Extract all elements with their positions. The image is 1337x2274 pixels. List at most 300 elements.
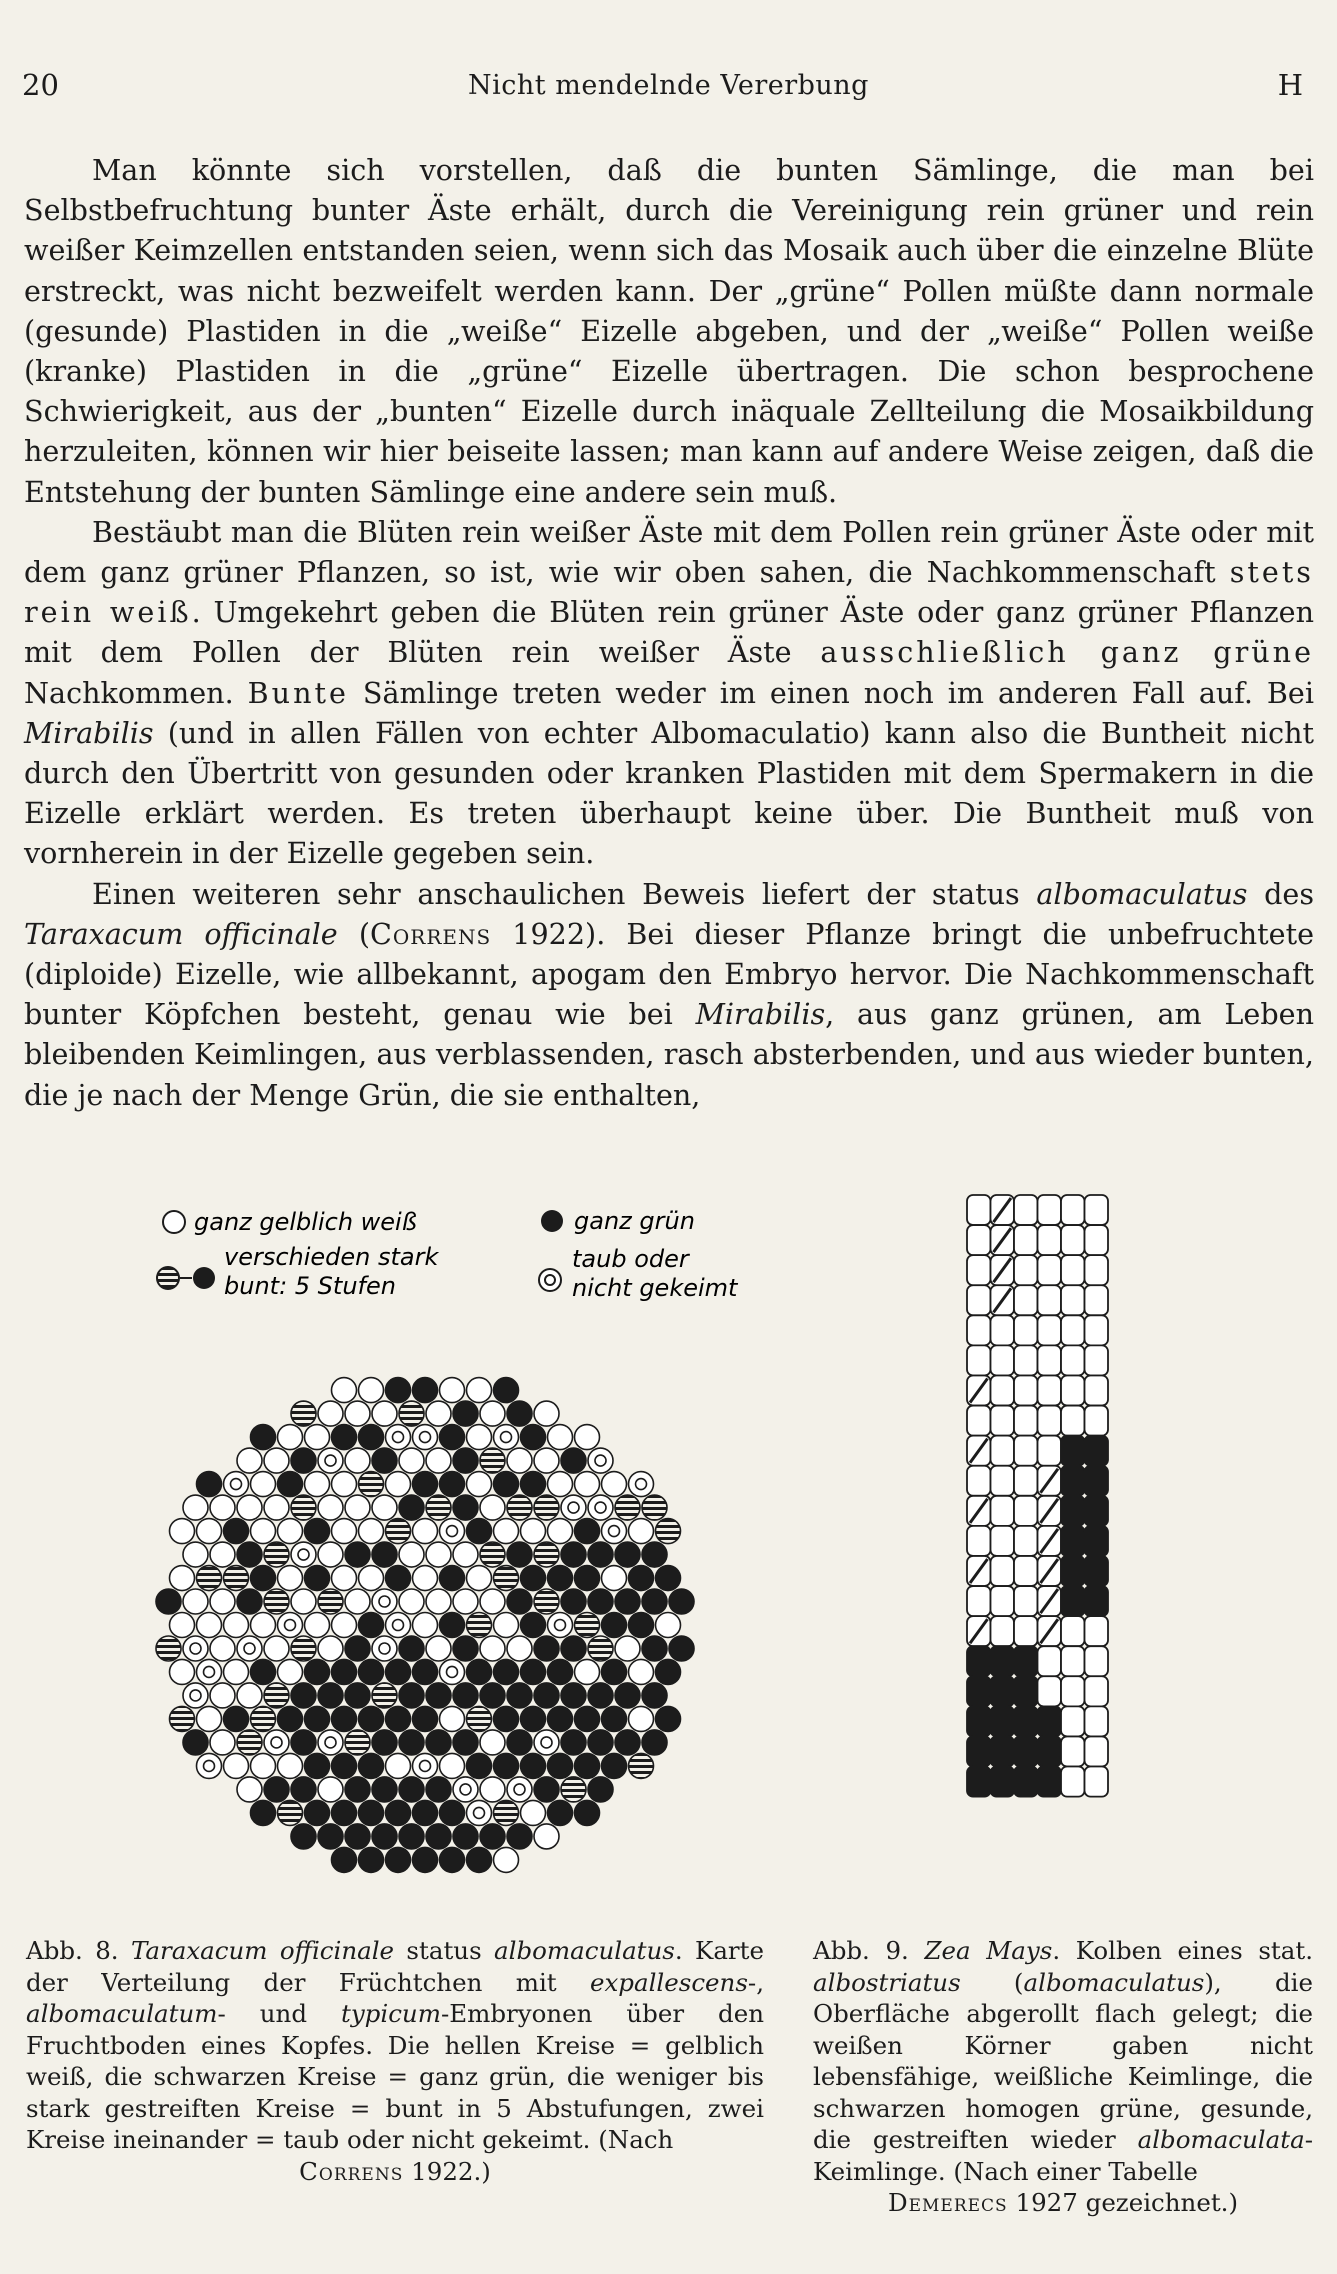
- fruit-white: [480, 1730, 505, 1755]
- fruit-black: [521, 1659, 546, 1684]
- fruit-striped: [170, 1706, 195, 1731]
- fruit-black: [237, 1542, 262, 1567]
- fruit-black: [426, 1824, 451, 1849]
- fruit-striped: [494, 1566, 519, 1591]
- fruit-white: [602, 1472, 627, 1497]
- fruit-white: [291, 1589, 316, 1614]
- fruit-black: [480, 1824, 505, 1849]
- kernel-black: [967, 1646, 991, 1676]
- fruit-black: [291, 1730, 316, 1755]
- fruit-white: [534, 1401, 559, 1426]
- fruit-white: [318, 1542, 343, 1567]
- fruit-black: [561, 1448, 586, 1473]
- fruit-striped: [359, 1472, 384, 1497]
- fruit-striped: [467, 1706, 492, 1731]
- kernel-black: [1085, 1466, 1109, 1496]
- kernel-white: [967, 1406, 991, 1436]
- fruit-black: [386, 1659, 411, 1684]
- fruit-white: [629, 1519, 654, 1544]
- fruit-white: [480, 1589, 505, 1614]
- kernel-black: [1061, 1496, 1085, 1526]
- fruit-black: [359, 1706, 384, 1731]
- fruit-double: [413, 1753, 438, 1778]
- kernel-black: [1038, 1706, 1062, 1736]
- kernel-white: [1038, 1345, 1062, 1375]
- kernel-black: [1014, 1676, 1038, 1706]
- fruit-black: [399, 1636, 424, 1661]
- fruit-double: [440, 1659, 465, 1684]
- fruit-white: [197, 1613, 222, 1638]
- fruit-white: [210, 1683, 235, 1708]
- fruit-black: [183, 1730, 208, 1755]
- fruit-double: [386, 1613, 411, 1638]
- fruit-black: [440, 1472, 465, 1497]
- fruit-black: [548, 1800, 573, 1825]
- kernel-white: [991, 1616, 1015, 1646]
- kernel-white: [1038, 1195, 1062, 1225]
- fruit-black: [399, 1777, 424, 1802]
- kernel-white: [1085, 1225, 1109, 1255]
- kernel-white: [1061, 1315, 1085, 1345]
- fruit-double: [588, 1448, 613, 1473]
- fruit-white: [453, 1589, 478, 1614]
- kernel-white: [1085, 1406, 1109, 1436]
- fruit-black: [372, 1730, 397, 1755]
- fruit-striped: [642, 1495, 667, 1520]
- fruit-double: [467, 1800, 492, 1825]
- fruit-white: [615, 1636, 640, 1661]
- fruit-striped: [467, 1613, 492, 1638]
- fruit-white: [467, 1566, 492, 1591]
- fruit-black: [615, 1542, 640, 1567]
- fruit-striped: [345, 1730, 370, 1755]
- fruit-black: [386, 1378, 411, 1403]
- fruit-double: [453, 1777, 478, 1802]
- fruit-black: [345, 1824, 370, 1849]
- kernel-white: [1061, 1406, 1085, 1436]
- fruit-black: [575, 1753, 600, 1778]
- fruit-white: [399, 1542, 424, 1567]
- fruit-black: [372, 1777, 397, 1802]
- fruit-white: [251, 1613, 276, 1638]
- fruit-striped: [372, 1683, 397, 1708]
- fruit-black: [251, 1566, 276, 1591]
- fruit-white: [467, 1425, 492, 1450]
- fruit-double: [237, 1636, 262, 1661]
- figure-9-zea-mays-grid: [960, 1190, 1180, 1900]
- fruit-striped: [386, 1519, 411, 1544]
- legend-double-label-1: taub oder: [572, 1245, 689, 1273]
- fruit-black: [548, 1659, 573, 1684]
- running-title: Nicht mendelnde Vererbung: [468, 70, 869, 101]
- fruit-striped: [656, 1519, 681, 1544]
- fruit-white: [251, 1472, 276, 1497]
- fruit-striped: [534, 1589, 559, 1614]
- fruit-double: [561, 1495, 586, 1520]
- fruit-black: [453, 1448, 478, 1473]
- fruit-black: [494, 1659, 519, 1684]
- fruit-striped: [480, 1542, 505, 1567]
- fruit-black: [345, 1542, 370, 1567]
- kernel-white: [1038, 1676, 1062, 1706]
- fruit-white: [480, 1495, 505, 1520]
- fruit-white: [170, 1659, 195, 1684]
- fruit-white: [278, 1659, 303, 1684]
- fruit-black: [399, 1683, 424, 1708]
- fruit-white: [521, 1519, 546, 1544]
- fruit-black: [561, 1636, 586, 1661]
- kernel-white: [1014, 1345, 1038, 1375]
- fruit-double: [291, 1542, 316, 1567]
- fruit-black: [521, 1425, 546, 1450]
- fruit-white: [332, 1378, 357, 1403]
- kernel-white: [991, 1586, 1015, 1616]
- fruit-black: [575, 1566, 600, 1591]
- fruit-double: [440, 1519, 465, 1544]
- fruit-striped: [534, 1495, 559, 1520]
- legend-double-label-2: nicht gekeimt: [572, 1274, 738, 1302]
- figure-9-caption-source: Demerecs 1927 gezeichnet.): [887, 2188, 1239, 2217]
- kernel-black: [991, 1676, 1015, 1706]
- fruit-white: [575, 1659, 600, 1684]
- kernel-white: [991, 1466, 1015, 1496]
- fruit-striped: [291, 1636, 316, 1661]
- fruit-white: [575, 1425, 600, 1450]
- fruit-white: [170, 1613, 195, 1638]
- kernel-white: [991, 1406, 1015, 1436]
- kernel-white: [1085, 1616, 1109, 1646]
- fruit-black: [534, 1777, 559, 1802]
- kernel-white: [1014, 1466, 1038, 1496]
- flower-head-map: [156, 1378, 694, 1873]
- fruit-black: [588, 1683, 613, 1708]
- fruit-white: [264, 1495, 289, 1520]
- fruit-black: [251, 1800, 276, 1825]
- fruit-white: [507, 1448, 532, 1473]
- fruit-black: [386, 1847, 411, 1872]
- fruit-white: [237, 1495, 262, 1520]
- fruit-white: [534, 1448, 559, 1473]
- fruit-black: [359, 1659, 384, 1684]
- kernel-white: [967, 1526, 991, 1556]
- fruit-black: [615, 1730, 640, 1755]
- kernel-black: [1061, 1466, 1085, 1496]
- fruit-black: [318, 1683, 343, 1708]
- fruit-black: [440, 1613, 465, 1638]
- fruit-white: [210, 1730, 235, 1755]
- kernel-white: [1061, 1706, 1085, 1736]
- kernel-white: [1014, 1406, 1038, 1436]
- kernel-black: [967, 1767, 991, 1797]
- fruit-double: [224, 1472, 249, 1497]
- fruit-black: [575, 1706, 600, 1731]
- paragraph: Einen weiteren sehr anschaulichen Beweis liefert der status albomaculatus des Taraxacum officinale (Correns 1922). Bei dieser Pflanze bringt die unbefruchtete (diploide) Eizelle, wie allbekannt, apogam den Embryo hervor. Die Nachkommenschaft bunter Köpfchen besteht, genau wie bei Mirabilis, aus ganz grünen, am Leben bleibenden Keimlingen, aus verblassenden, rasch absterbenden, und aus wieder bunten, die je nach der Menge Grün, die sie enthalten,: [24, 876, 1314, 1112]
- fruit-black: [453, 1683, 478, 1708]
- fruit-black: [386, 1566, 411, 1591]
- fruit-black: [332, 1800, 357, 1825]
- fruit-black: [440, 1800, 465, 1825]
- signature-mark: H: [1277, 68, 1303, 102]
- fruit-black: [453, 1730, 478, 1755]
- fruit-black: [602, 1659, 627, 1684]
- fruit-black: [332, 1706, 357, 1731]
- fruit-white: [413, 1566, 438, 1591]
- fruit-black: [278, 1472, 303, 1497]
- fruit-white: [183, 1542, 208, 1567]
- fruit-black: [453, 1636, 478, 1661]
- fruit-black: [602, 1706, 627, 1731]
- fruit-double: [264, 1730, 289, 1755]
- fruit-double: [629, 1472, 654, 1497]
- fruit-black: [278, 1706, 303, 1731]
- fruit-black: [386, 1800, 411, 1825]
- fruit-white: [318, 1495, 343, 1520]
- fruit-black: [629, 1613, 654, 1638]
- fruit-black: [332, 1847, 357, 1872]
- legend-striped-label-2: bunt: 5 Stufen: [224, 1272, 396, 1300]
- fruit-black: [291, 1777, 316, 1802]
- fruit-black: [440, 1566, 465, 1591]
- kernel-white: [991, 1315, 1015, 1345]
- fruit-white: [440, 1706, 465, 1731]
- fruit-black: [561, 1730, 586, 1755]
- fruit-white: [197, 1519, 222, 1544]
- fruit-black: [264, 1777, 289, 1802]
- fruit-white: [426, 1589, 451, 1614]
- fruit-double: [534, 1730, 559, 1755]
- kernel-white: [1085, 1285, 1109, 1315]
- kernel-black: [967, 1706, 991, 1736]
- fruit-black: [372, 1542, 397, 1567]
- fruit-black: [345, 1683, 370, 1708]
- fruit-black: [413, 1800, 438, 1825]
- fruit-white: [629, 1659, 654, 1684]
- kernel-black: [1085, 1496, 1109, 1526]
- fruit-striped: [251, 1706, 276, 1731]
- fruit-black: [291, 1824, 316, 1849]
- kernel-white: [967, 1345, 991, 1375]
- fruit-white: [426, 1448, 451, 1473]
- fruit-striped: [264, 1589, 289, 1614]
- fruit-striped: [615, 1495, 640, 1520]
- fruit-white: [453, 1542, 478, 1567]
- kernel-white: [1085, 1375, 1109, 1405]
- fruit-double: [197, 1753, 222, 1778]
- fruit-striped: [291, 1401, 316, 1426]
- fruit-white: [480, 1401, 505, 1426]
- kernel-white: [1085, 1646, 1109, 1676]
- kernel-black: [1014, 1767, 1038, 1797]
- kernel-black: [1038, 1767, 1062, 1797]
- fruit-white: [264, 1448, 289, 1473]
- paragraph: Bestäubt man die Blüten rein weißer Äste mit dem Pollen rein grüner Äste oder mit dem ganz grüner Pflanzen, so ist, wie wir oben sahen, die Nachkommenschaft stets rein weiß. Umgekehrt geben die Blüten rein grüner Äste oder ganz grüner Pflanzen mit dem Pollen der Blüten rein weißer Äste ausschließlich ganz grüne Nachkommen. Bunte Sämlinge treten weder im einen noch im anderen Fall auf. Bei Mirabilis (und in allen Fällen von echter Albomaculatio) kann also die Buntheit nicht durch den Übertritt von gesunden oder kranken Plastiden mit dem Spermakern in die Eizelle erklärt werden. Es treten überhaupt keine über. Die Buntheit muß von vornherein in der Eizelle gegeben sein.: [24, 514, 1314, 871]
- fruit-double: [318, 1730, 343, 1755]
- fruit-double: [602, 1519, 627, 1544]
- kernel-white: [1061, 1736, 1085, 1766]
- fruit-white: [170, 1519, 195, 1544]
- figure-8-caption: [26, 1935, 764, 2187]
- fruit-black: [399, 1824, 424, 1849]
- kernel-black: [1085, 1556, 1109, 1586]
- fruit-white: [210, 1589, 235, 1614]
- fruit-black: [642, 1683, 667, 1708]
- fruit-black: [494, 1472, 519, 1497]
- kernel-white: [967, 1255, 991, 1285]
- fruit-striped: [588, 1636, 613, 1661]
- fruit-black: [305, 1659, 330, 1684]
- fruit-striped: [156, 1636, 181, 1661]
- fruit-white: [480, 1777, 505, 1802]
- kernel-white: [1061, 1375, 1085, 1405]
- fruit-black: [413, 1706, 438, 1731]
- running-header: [22, 68, 1315, 112]
- fruit-white: [210, 1636, 235, 1661]
- legend-striped: [157, 1243, 440, 1300]
- kernel-white: [967, 1225, 991, 1255]
- kernel-white: [1061, 1345, 1085, 1375]
- kernel-black: [1038, 1736, 1062, 1766]
- legend-striped-label-1: verschieden stark: [224, 1243, 439, 1271]
- kernel-black: [1061, 1526, 1085, 1556]
- fruit-striped: [480, 1448, 505, 1473]
- kernel-white: [1038, 1225, 1062, 1255]
- kernel-black: [991, 1646, 1015, 1676]
- kernel-white: [1061, 1285, 1085, 1315]
- fruit-white: [224, 1659, 249, 1684]
- kernel-white: [991, 1375, 1015, 1405]
- fruit-white: [345, 1589, 370, 1614]
- fruit-black: [332, 1753, 357, 1778]
- fruit-white: [548, 1425, 573, 1450]
- kernel-white: [1014, 1496, 1038, 1526]
- fruit-black: [480, 1683, 505, 1708]
- fruit-white: [237, 1683, 262, 1708]
- fruit-double: [183, 1683, 208, 1708]
- fruit-black: [548, 1753, 573, 1778]
- kernel-white: [967, 1315, 991, 1345]
- fruit-striped: [494, 1800, 519, 1825]
- fruit-white: [237, 1448, 262, 1473]
- fruit-white: [548, 1472, 573, 1497]
- kernel-white: [1061, 1225, 1085, 1255]
- fruit-black: [332, 1425, 357, 1450]
- fruit-black: [413, 1659, 438, 1684]
- legend-white-label: ganz gelblich weiß: [194, 1208, 417, 1236]
- fruit-black: [467, 1753, 492, 1778]
- kernel-white: [1038, 1436, 1062, 1466]
- fruit-double: [372, 1589, 397, 1614]
- fruit-white: [507, 1636, 532, 1661]
- fruit-white: [440, 1753, 465, 1778]
- fruit-black: [642, 1636, 667, 1661]
- fruit-white: [467, 1378, 492, 1403]
- kernel-white: [1014, 1195, 1038, 1225]
- fruit-white: [602, 1566, 627, 1591]
- fruit-black: [534, 1636, 559, 1661]
- kernel-black: [1061, 1586, 1085, 1616]
- fruit-black: [305, 1800, 330, 1825]
- fruit-white: [224, 1613, 249, 1638]
- fruit-striped: [224, 1566, 249, 1591]
- fruit-white: [305, 1472, 330, 1497]
- fruit-white: [534, 1824, 559, 1849]
- figure-8-caption-text: Abb. 8. Taraxacum officinale status albomaculatus. Karte der Verteilung der Früchtchen mit expallescens-, albomaculatum- und typicum-Embryonen über den Fruchtboden eines Kopfes. Die hellen Kreise = gelblich weiß, die schwarzen Kreise = ganz grün, die weniger bis stark gestreiften Kreise = bunt in 5 Abstufungen, zwei Kreise ineinander = taub oder nicht gekeimt. (Nach: [26, 1936, 764, 2154]
- fruit-striped: [507, 1495, 532, 1520]
- fruit-white: [494, 1613, 519, 1638]
- fruit-white: [318, 1636, 343, 1661]
- fruit-white: [359, 1519, 384, 1544]
- fruit-white: [278, 1753, 303, 1778]
- fruit-black: [440, 1847, 465, 1872]
- fruit-white: [305, 1425, 330, 1450]
- fruit-white: [372, 1401, 397, 1426]
- fruit-black: [602, 1613, 627, 1638]
- fruit-black: [521, 1753, 546, 1778]
- fruit-black: [588, 1589, 613, 1614]
- fruit-white: [332, 1613, 357, 1638]
- fruit-black: [399, 1495, 424, 1520]
- kernel-white: [1085, 1195, 1109, 1225]
- fruit-black: [507, 1589, 532, 1614]
- fruit-black: [197, 1472, 222, 1497]
- fruit-double: [588, 1495, 613, 1520]
- fruit-black: [399, 1730, 424, 1755]
- fruit-white: [183, 1495, 208, 1520]
- kernel-black: [967, 1676, 991, 1706]
- kernel-black: [1085, 1586, 1109, 1616]
- fruit-black: [642, 1730, 667, 1755]
- kernel-black: [1014, 1646, 1038, 1676]
- fruit-black: [467, 1847, 492, 1872]
- fruit-black: [588, 1542, 613, 1567]
- legend-double: [539, 1245, 739, 1302]
- fruit-black: [575, 1519, 600, 1544]
- kernel-white: [1038, 1406, 1062, 1436]
- kernel-white: [1038, 1255, 1062, 1285]
- fruit-black: [521, 1566, 546, 1591]
- fruit-white: [440, 1378, 465, 1403]
- fruit-white: [210, 1495, 235, 1520]
- fruit-black: [305, 1706, 330, 1731]
- kernel-black: [1061, 1556, 1085, 1586]
- kernel-white: [1061, 1195, 1085, 1225]
- fruit-black: [413, 1472, 438, 1497]
- fruit-black: [224, 1706, 249, 1731]
- kernel-white: [967, 1466, 991, 1496]
- fruit-double: [548, 1613, 573, 1638]
- fruit-black: [359, 1613, 384, 1638]
- kernel-white: [1014, 1586, 1038, 1616]
- fruit-white: [548, 1519, 573, 1544]
- fruit-black: [345, 1777, 370, 1802]
- fruit-black: [561, 1542, 586, 1567]
- fruit-striped: [264, 1542, 289, 1567]
- fruit-white: [399, 1448, 424, 1473]
- kernel-white: [1061, 1616, 1085, 1646]
- kernel-black: [967, 1736, 991, 1766]
- fruit-black: [507, 1683, 532, 1708]
- kernel-white: [991, 1556, 1015, 1586]
- fruit-white: [224, 1753, 249, 1778]
- fruit-white: [413, 1519, 438, 1544]
- fruit-white: [345, 1448, 370, 1473]
- fruit-black: [156, 1589, 181, 1614]
- figure-9-svg: [960, 1190, 1180, 1900]
- fruit-black: [453, 1824, 478, 1849]
- kernel-white: [1014, 1375, 1038, 1405]
- fruit-white: [210, 1542, 235, 1567]
- fruit-white: [251, 1519, 276, 1544]
